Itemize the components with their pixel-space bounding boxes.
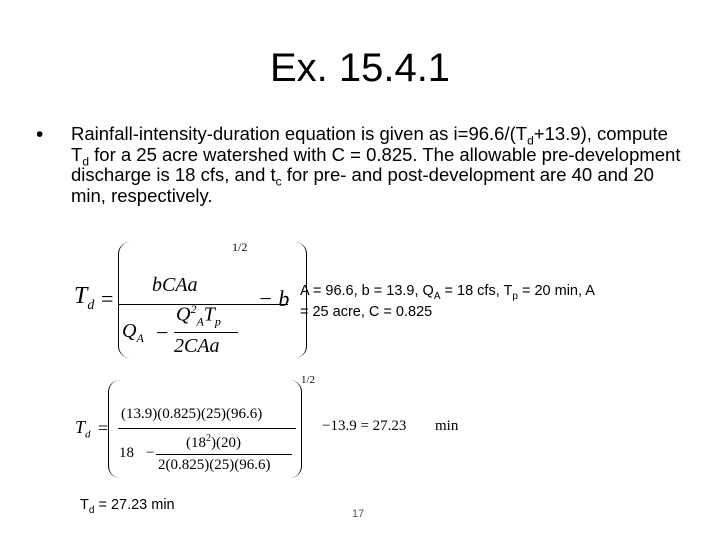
eq2-sub-denominator: 2(0.825)(25)(96.6)	[158, 457, 271, 473]
params-part-2: = 18 cfs, T	[440, 283, 513, 299]
params-sub-a: A	[433, 290, 441, 302]
eq1-q-subscript: A	[136, 331, 144, 345]
eq1-trailing: − b	[258, 286, 290, 311]
params-sub-p: p	[512, 290, 518, 302]
bullet-marker: •	[36, 123, 44, 146]
eq1-exponent: 1/2	[232, 240, 248, 254]
result-rhs: = 27.23 min	[94, 497, 175, 513]
eq2-denominator-minus: −	[146, 445, 155, 461]
eq1-subnum-t-sub: p	[214, 314, 221, 329]
problem-statement	[36, 124, 686, 206]
eq2-lhs-subscript: d	[85, 428, 91, 441]
result-lhs: T	[80, 497, 89, 513]
final-result	[80, 497, 175, 516]
eq2-equals: =	[98, 418, 109, 438]
eq2-left-paren	[108, 380, 121, 478]
eq2-denominator-18: 18	[119, 445, 134, 461]
eq2-lhs	[75, 417, 91, 441]
eq1-subnum-sup: 2	[190, 302, 197, 316]
problem-text	[71, 124, 686, 206]
eq1-q-symbol: Q	[122, 320, 137, 342]
subscript-d: d	[527, 133, 534, 148]
eq1-denominator-q	[122, 320, 144, 346]
eq1-subnum-q: Q	[176, 303, 191, 326]
eq2-right-paren	[289, 380, 302, 478]
eq2-subnum-part: (18	[186, 435, 206, 451]
eq1-lhs-subscript: d	[87, 297, 95, 313]
subscript-d: d	[82, 154, 89, 169]
params-part-3: = 20 min, A = 25 acre, C = 0.825	[300, 283, 595, 320]
eq2-subnum-sup: 2	[206, 433, 211, 444]
eq1-numerator: bCAa	[152, 274, 198, 296]
eq2-sub-fraction-bar	[156, 454, 292, 455]
given-parameters	[300, 281, 600, 323]
problem-text-part-1: Rainfall-intensity-duration equation is given as i=96.6/(T	[71, 123, 528, 144]
subscript-c: c	[275, 174, 282, 189]
eq1-subnum-t: T	[203, 303, 215, 326]
eq2-subnum-rest: )(20)	[211, 435, 241, 451]
eq2-fraction-bar	[118, 428, 296, 429]
eq2-numerator: (13.9)(0.825)(25)(96.6)	[121, 406, 263, 422]
page-number: 17	[352, 508, 365, 520]
eq1-minus: −	[156, 320, 169, 345]
eq1-equals: =	[101, 286, 114, 311]
params-part-1: A = 96.6, b = 13.9, Q	[300, 283, 434, 299]
eq1-sub-numerator	[176, 302, 221, 330]
eq2-lhs-symbol: T	[75, 417, 86, 437]
eq1-lhs-symbol: T	[74, 283, 88, 309]
slide-title: Ex. 15.4.1	[269, 46, 451, 90]
eq2-result: −13.9 = 27.23	[322, 418, 407, 434]
eq1-lhs	[74, 283, 94, 314]
eq1-sub-fraction-bar	[174, 332, 238, 333]
eq2-exponent: 1/2	[301, 374, 316, 386]
problem-text-part-3: for a 25 acre watershed with C = 0.825. The allowable pre-development discharge is 18 cfs, and t	[71, 143, 681, 185]
eq2-unit: min	[435, 418, 459, 434]
problem-text-part-2: +13.9), compute T	[71, 123, 668, 165]
eq1-subnum-sub: A	[196, 314, 204, 329]
eq2-sub-numerator	[186, 433, 241, 452]
result-lhs-subscript: d	[88, 504, 95, 516]
problem-text-part-4: for pre- and post-development are 40 and 20 min, respectively.	[71, 164, 654, 206]
eq1-sub-denominator: 2CAa	[174, 335, 220, 357]
